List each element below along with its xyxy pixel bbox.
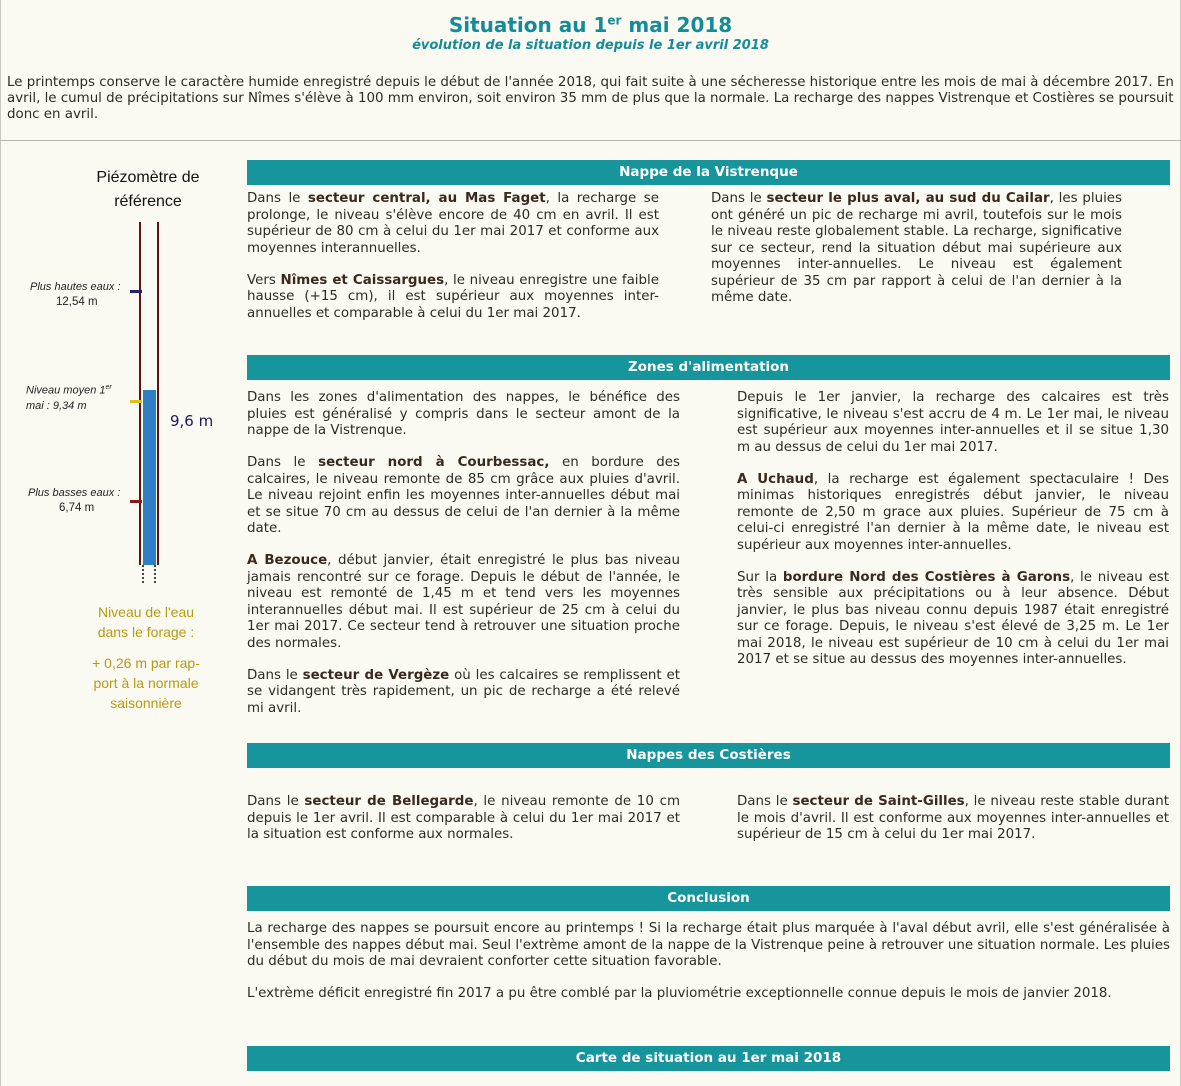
section-header-conclusion: Conclusion	[247, 886, 1170, 911]
section-header-costieres: Nappes des Costières	[247, 743, 1170, 768]
high-level-marker	[130, 290, 142, 293]
section-header-carte: Carte de situation au 1er mai 2018	[247, 1046, 1170, 1071]
piezometer-bottom-right	[154, 565, 156, 585]
frame-left	[0, 0, 1, 1086]
paragraph: La recharge des nappes se poursuit encore au printemps ! Si la recharge était plus marquée à l'aval début avril, elle s'est généralisée à l'ensemble des nappes début mai. Seul l'extrème amont de la nappe de la Vistrenque peine à retrouver une situation normale. Les pluies du début du mois de mai devraient conforter cette situation favorable.	[247, 921, 1170, 969]
mean-level-marker	[130, 400, 142, 403]
header-divider	[0, 140, 1181, 141]
paragraph: A Uchaud, la recharge est également spectaculaire ! Des minimas historiques enregistrés début janvier, le niveau remonte de 2,50 m grace aux pluies. Supérieur de 75 cm à celui-ci enregistré l'an dernier à la même date, le niveau est supérieur aux moyennes inter-annuelles.	[737, 471, 1170, 553]
piezometer-water-column	[143, 390, 156, 565]
paragraph: Dans le secteur de Bellegarde, le niveau remonte de 10 cm depuis le 1er avril. Il est comparable à celui du 1er mai 2017 et la situation est conforme aux normales.	[247, 794, 680, 842]
paragraph: A Bezouce, début janvier, était enregistré le plus bas niveau jamais rencontré sur ce forage. Depuis le début de l'année, le niveau est remonté de 1,45 m et tend vers les moyennes interannuelles début mai. Il est supérieur de 25 cm à celui du 1er mai 2017. Ce secteur tend à retrouver une situation proche des normales.	[247, 553, 680, 651]
page-subtitle: évolution de la situation depuis le 1er avril 2018	[412, 38, 769, 53]
costieres-right-column	[737, 794, 1169, 859]
piezometer-tube-left	[139, 222, 141, 565]
low-level-value: 6,74 m	[59, 502, 95, 514]
paragraph: Dans le secteur de Vergèze où les calcaires se remplissent et se vidangent très rapidement, un pic de recharge a été relevé mi avril.	[247, 667, 680, 716]
paragraph: L'extrème déficit enregistré fin 2017 a pu être comblé par la pluviométrie exceptionnelle connue depuis le mois de janvier 2018.	[247, 986, 1112, 1001]
piezometer-bottom-left	[142, 565, 144, 585]
intro-paragraph: Le printemps conserve le caractère humide enregistré depuis le début de l'année 2018, qui fait suite à une sécheresse historique entre les mois de mai à décembre 2017. En avril, le cumul de précipitations sur Nîmes s'élève à 100 mm environ, soit environ 35 mm de plus que la normale. La recharge des nappes Vistrenque et Costières se poursuit donc en avril.	[7, 75, 1174, 122]
vistrenque-right-column	[711, 191, 1122, 322]
paragraph: Dans le secteur de Saint-Gilles, le niveau reste stable durant le mois d'avril. Il est conforme aux moyennes inter-annuelles et supérieur de 15 cm à celui du 1er mai 2017.	[737, 794, 1169, 842]
normal-deviation-note: + 0,26 m par rap- port à la normale saisonnière	[92, 655, 200, 711]
section-header-vistrenque: Nappe de la Vistrenque	[247, 160, 1170, 185]
paragraph: Vers Nîmes et Caissargues, le niveau enregistre une faible hausse (+15 cm), il est supérieur aux moyennes inter-annuelles et comparable à celui du 1er mai 2017.	[247, 272, 659, 321]
alimentation-right-column	[737, 390, 1169, 684]
current-level-value: 9,6 m	[170, 412, 214, 430]
paragraph: Depuis le 1er janvier, la recharge des calcaires est très significative, le niveau s'est accru de 4 m. Le 1er mai, le niveau est supérieur aux moyennes inter-annuelles et il se situe 1,30 m au dessus de celui du 1er mai 2017.	[737, 390, 1169, 455]
piezometer-title: Piézomètre de référence	[96, 169, 200, 210]
paragraph: Dans le secteur nord à Courbessac, en bordure des calcaires, le niveau remonte de 85 cm grâce aux pluies d'avril. Le niveau rejoint enfin les moyennes inter-annuelles début mai et se situe 70 cm au dessus de celui de l'an dernier à la même date.	[247, 455, 681, 536]
high-level-value: 12,54 m	[56, 296, 98, 308]
paragraph: Dans le secteur central, au Mas Faget, la recharge se prolonge, le niveau s'élève encore de 40 cm en avril. Il est supérieur de 80 cm à celui du 1er mai 2017 et conforme aux moyennes interannuelles.	[247, 191, 659, 256]
conclusion-text	[247, 921, 1170, 1018]
low-level-label: Plus basses eaux :	[28, 487, 121, 499]
page-title: Situation au 1er mai 2018	[448, 13, 733, 37]
paragraph: Dans le secteur le plus aval, au sud du Cailar, les pluies ont généré un pic de recharge mi avril, toutefois sur le mois le niveau reste globalement stable. La recharge, significative sur ce secteur, rend la situation début mai supérieure aux moyennes inter-annuelles. Le niveau est également supérieur de 35 cm par rapport à celui de l'an dernier à la même date.	[711, 191, 1123, 305]
alimentation-left-column	[247, 390, 680, 733]
low-level-marker	[130, 500, 142, 503]
paragraph: Sur la bordure Nord des Costières à Garons, le niveau est très sensible aux précipitations ou à leur absence. Début janvier, le plus bas niveau connu depuis 1987 était enregistré sur ce forage. Depuis, le niveau s'est élevé de 3,25 m. Le 1er mai 2018, le niveau est supérieur de 10 cm à celui du 1er mai 2017 et se situe au dessus des moyennes inter-annuelles.	[737, 569, 1169, 667]
vistrenque-left-column	[247, 191, 659, 338]
costieres-left-column	[247, 794, 680, 859]
piezometer-tube-right	[157, 222, 159, 565]
paragraph: Dans les zones d'alimentation des nappes, le bénéfice des pluies est généralisé y compris dans le secteur amont de la nappe de la Vistrenque.	[247, 390, 680, 438]
section-header-alimentation: Zones d'alimentation	[247, 355, 1170, 380]
water-level-note: Niveau de l'eau dans le forage :	[97, 604, 195, 640]
high-level-label: Plus hautes eaux :	[30, 281, 121, 293]
mean-level-label: Niveau moyen 1er mai : 9,34 m	[26, 384, 112, 412]
